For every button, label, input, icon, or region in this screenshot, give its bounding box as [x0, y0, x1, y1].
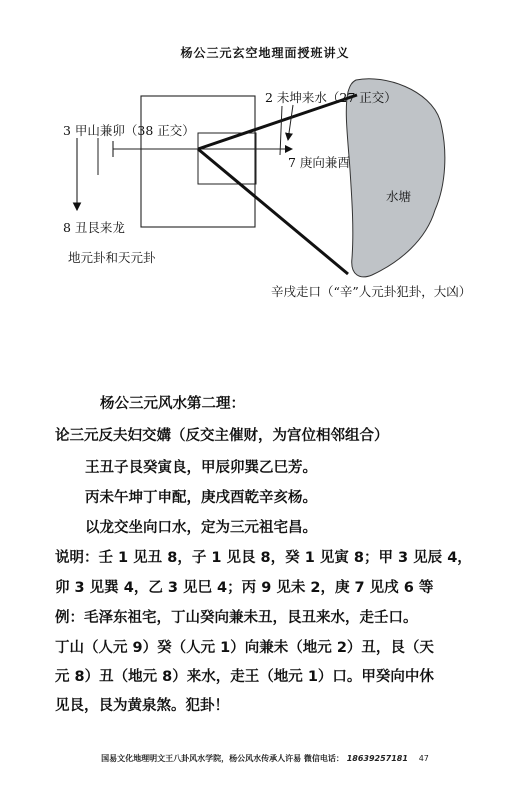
label-chou-dragon: 8 丑艮来龙	[63, 220, 125, 235]
label-jiashan: 3 甲山兼卯（38 正交）	[63, 123, 195, 138]
text-line-6: 卯 3 见巽 4，乙 3 见巳 4；丙 9 见未 2，庚 7 见戌 6 等	[55, 580, 434, 596]
page-header: 杨公三元玄空地理面授班讲义	[180, 46, 350, 60]
footer-phone: 18639257181	[346, 754, 408, 763]
page-footer	[0, 753, 530, 764]
arrow-facing	[280, 106, 282, 155]
section-title: 杨公三元风水第二理：	[100, 396, 245, 412]
text-line-7: 例：毛泽东祖宅，丁山癸向兼未丑，艮丑来水，走壬口。	[55, 610, 418, 626]
label-exit: 辛戌走口（“辛”人元卦犯卦，大凶）	[271, 284, 472, 299]
text-line-10: 见艮，艮为黄泉煞。犯卦！	[55, 698, 229, 714]
footer-text: 国易文化地理明文王八卦风水学院，杨公风水传承人许易 微信电话：	[101, 754, 344, 763]
text-line-3: 丙未午坤丁申配，庚戌酉乾辛亥杨。	[85, 490, 317, 506]
label-gua: 地元卦和天元卦	[68, 250, 156, 265]
text-line-1: 论三元反夫妇交媾（反交主催财，为宫位相邻组合）	[55, 428, 389, 444]
text-line-9: 元 8）丑（地元 8）来水，走王（地元 1）口。甲癸向中休	[55, 669, 434, 685]
text-line-2: 王丑子艮癸寅良，甲辰卯巽乙巳芳。	[85, 460, 317, 476]
text-line-8: 丁山（人元 9）癸（人元 1）向兼未（地元 2）丑，艮（天	[55, 640, 434, 656]
label-water-source: 2 未坤来水（27 正交）	[265, 90, 397, 105]
label-facing: 7 庚向兼酉	[288, 155, 350, 170]
label-pond: 水塘	[386, 189, 412, 204]
text-line-4: 以龙交坐向口水，定为三元祖宅昌。	[85, 520, 317, 536]
text-line-5: 说明：壬 1 见丑 8，子 1 见艮 8，癸 1 见寅 8；甲 3 见辰 4，	[55, 550, 472, 566]
page-number: 47	[418, 754, 429, 763]
arrow-water	[288, 105, 293, 140]
pond-shape	[346, 79, 445, 277]
